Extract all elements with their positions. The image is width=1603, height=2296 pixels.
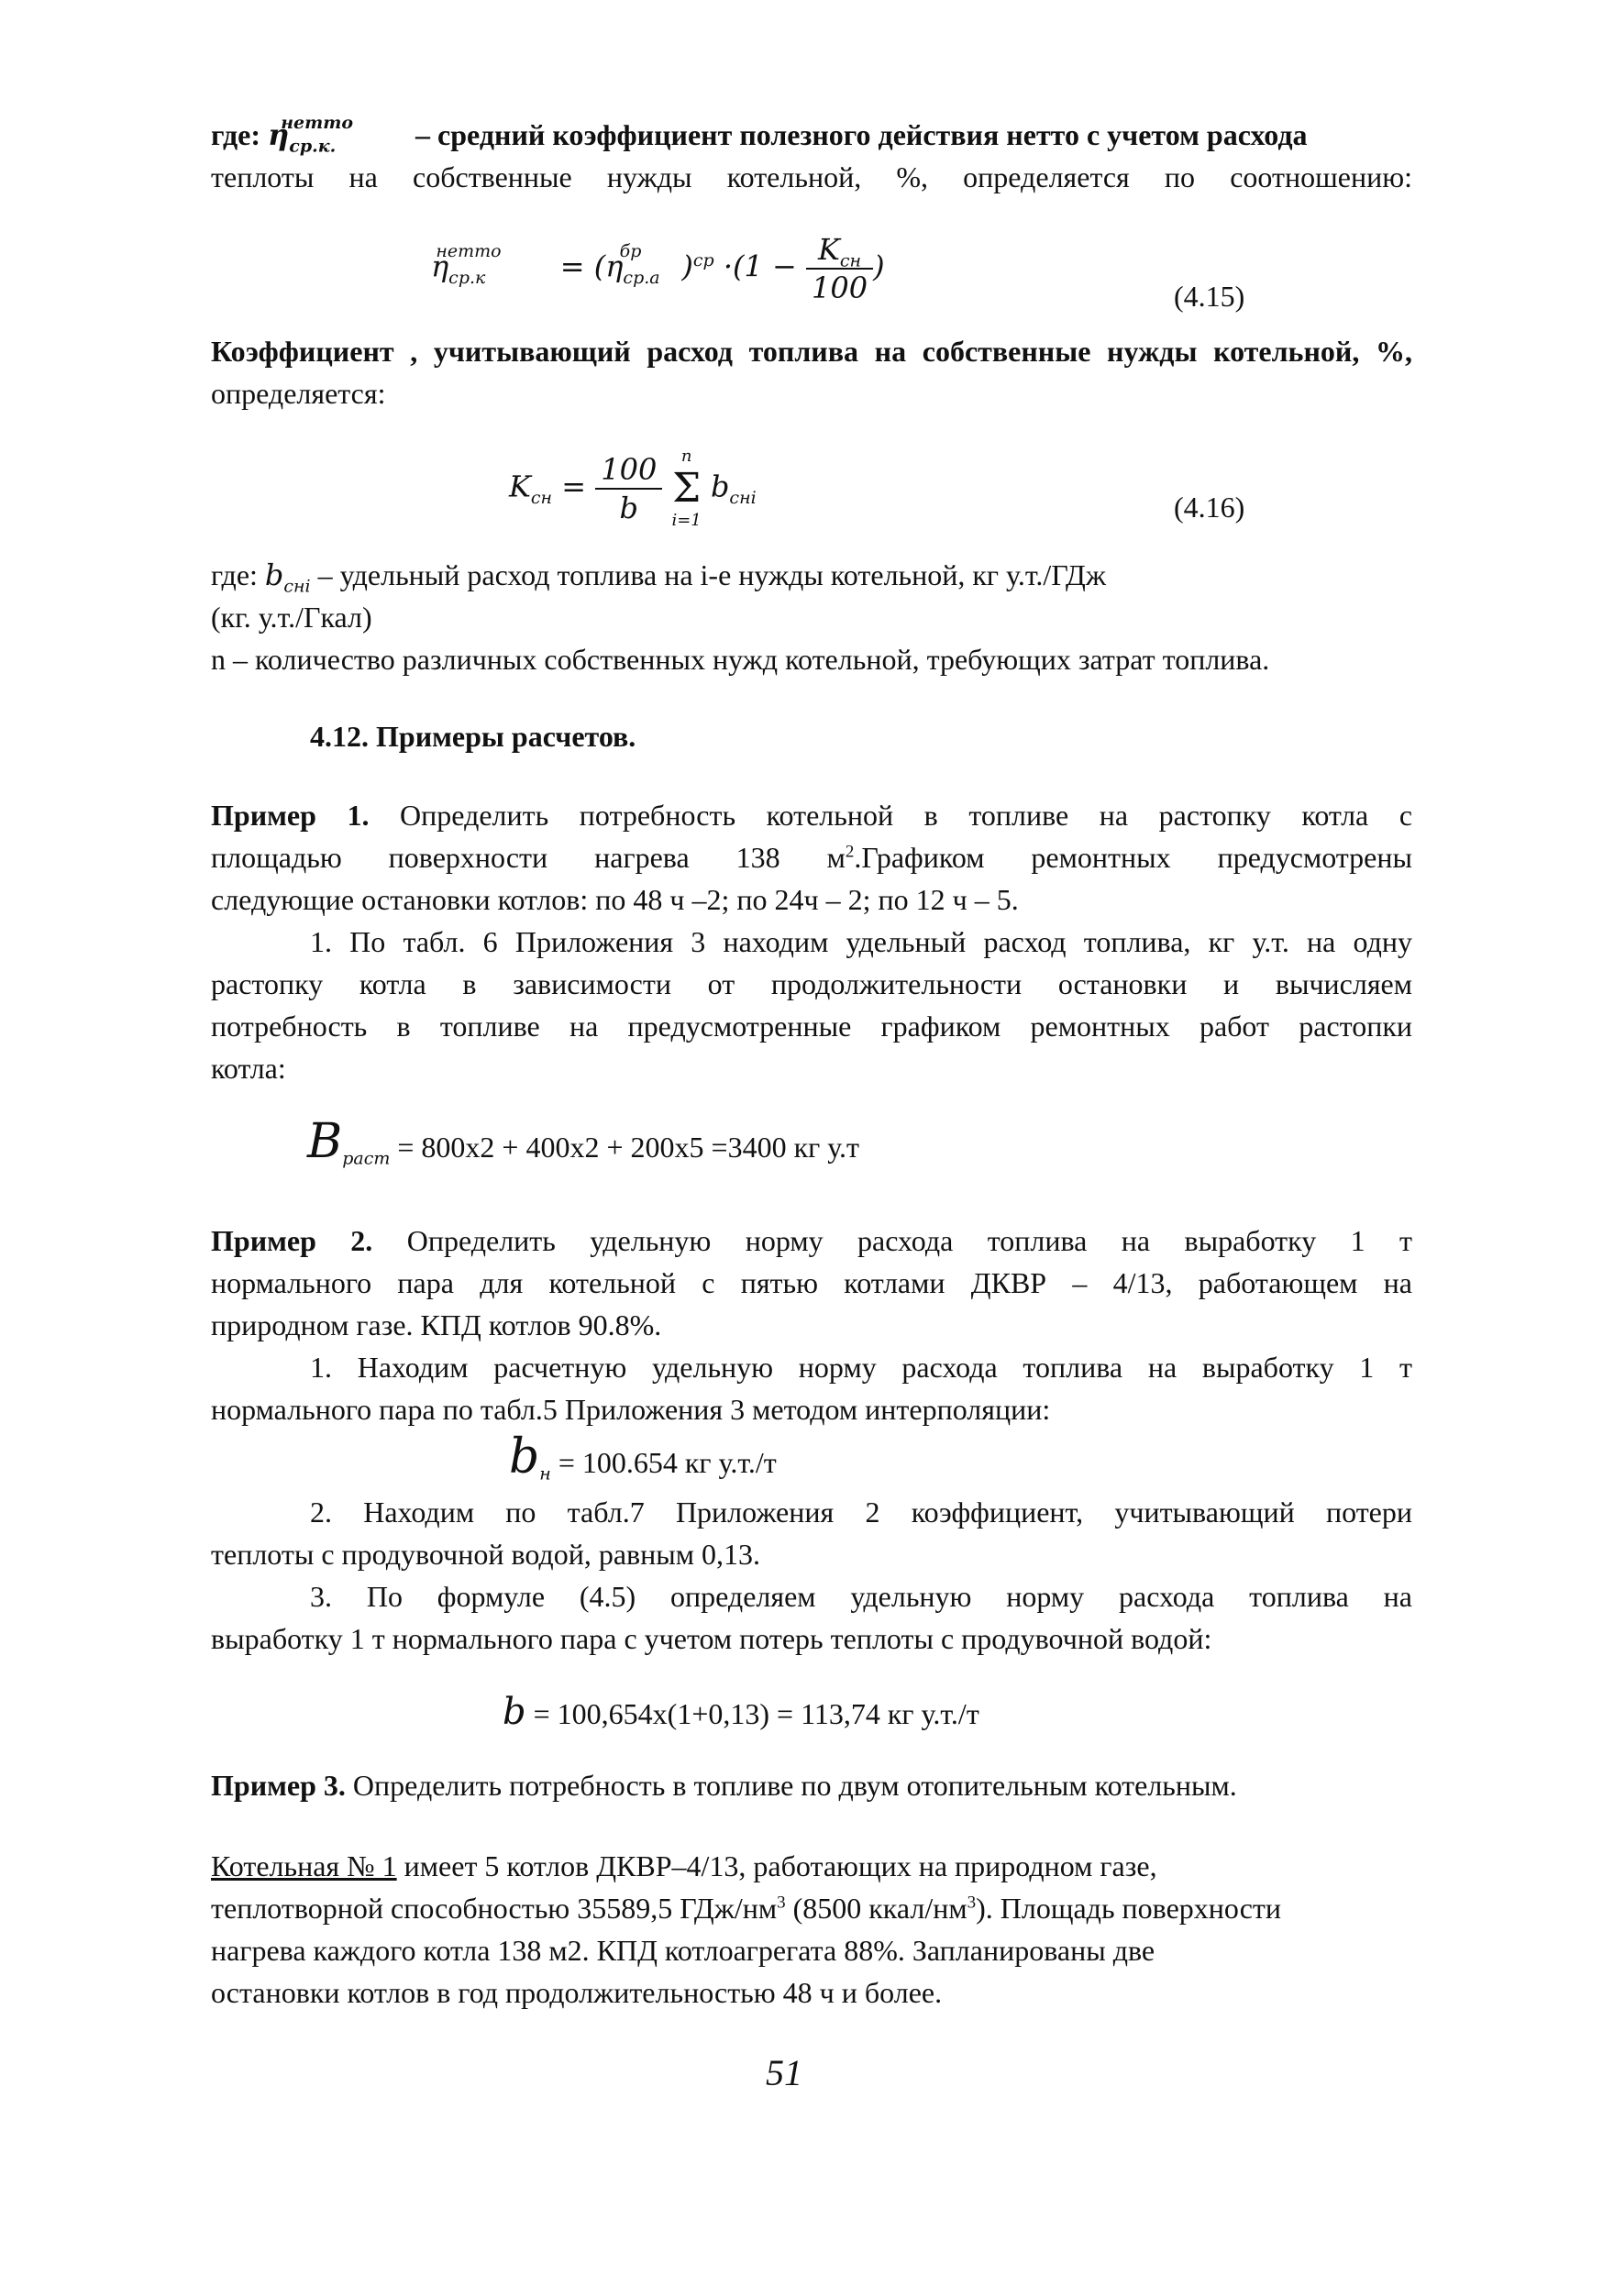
example-2-line-7: теплоты с продувочной водой, равным 0,13. [211, 1538, 760, 1571]
eta-netto-symbol: $\eta_{cp.к.}^{нетто}$ [267, 113, 354, 157]
boiler-1-line-3: нагрева каждого котла 138 м2. КПД котлоагрегата 88%. Запланированы две [211, 1934, 1155, 1967]
example-2-line-8: 3. По формуле (4.5) определяем удельную норму расхода топлива на [310, 1580, 1412, 1613]
example-2-line-4: 1. Находим расчетную удельную норму расхода топлива на выработку 1 т [310, 1351, 1412, 1384]
boiler-1-line-2: теплотворной способностью 35589,5 ГДж/$нм^3$ (8500 ккал/$нм^3$). Площадь поверхности [211, 1892, 1282, 1925]
equation-number: (4.15) [1174, 280, 1245, 313]
boiler-label: Котельная № 1 [211, 1849, 397, 1882]
example-2-line-9: выработку 1 т нормального пара с учетом потерь теплоты с продувочной водой: [211, 1622, 1212, 1655]
equation-number: (4.16) [1174, 491, 1245, 524]
example-1-line-4: 1. По табл. 6 Приложения 3 находим удельный расход топлива, кг у.т. на одну [310, 925, 1412, 958]
example-1-line-1: Пример 1. Определить потребность котельной в топливе на растопку котла с [211, 799, 1413, 832]
boiler-1-line-1: Котельная № 1 имеет 5 котлов ДКВР–4/13, работающих на природном газе, [211, 1849, 1157, 1882]
line-4: определяется: [211, 377, 386, 410]
example-2-line-1: Пример 2. Определить удельную норму расхода топлива на выработку 1 т [211, 1224, 1413, 1257]
line-2: теплоты на собственные нужды котельной, %, определяется по соотношению: [211, 160, 1412, 193]
example-1-line-6: потребность в топливе на предусмотренные графиком ремонтных работ растопки [211, 1010, 1412, 1043]
page-number: 51 [766, 2052, 802, 2093]
example-2-equation-1: $b_н = 100.654$ кг у.т./т [509, 1429, 777, 1485]
example-1-line-3: следующие остановки котлов: по 48 ч –2; по 24ч – 2; по 12 ч – 5. [211, 883, 1019, 916]
equation-4-16: $K_{сн}$ = $\frac{100}{b}$ n Σ i=1 $b_{снi}$ [509, 447, 757, 530]
example-3-line-1: Пример 3. Определить потребность в топливе по двум отопительным котельным. [211, 1769, 1237, 1802]
example-2-line-2: нормального пара для котельной с пятью котлами ДКВР – 4/13, работающем на [211, 1266, 1412, 1299]
boiler-1-line-4: остановки котлов в год продолжительностью 48 ч и более. [211, 1976, 943, 2009]
example-1-equation: $B_{расm} = 800x2 + 400x2 + 200x5 =3400$ кг у.т [307, 1114, 860, 1169]
line-5: где: $b_{снi}$ – удельный расход топлива на i-е нужды котельной, кг у.т./ГДж [211, 557, 1106, 597]
section-heading: 4.12. Примеры расчетов. [310, 720, 636, 753]
line-7: n – количество различных собственных нужд котельной, требующих затрат топлива. [211, 643, 1270, 676]
example-1-line-7: котла: [211, 1052, 286, 1085]
equation-4-15: $\eta_{cp.к}^{нетто} = (\eta_{cp.a}^{бр}$ )$^{cp}$ ·(1 − $\frac{K_{сн}}{100}$ ) [431, 232, 885, 305]
example-2-line-6: 2. Находим по табл.7 Приложения 2 коэффициент, учитывающий потери [310, 1496, 1412, 1529]
example-label: Пример 2. [211, 1224, 373, 1257]
line-1: где: $\eta_{cp.к.}^{нетто}$ – средний коэффициент полезного действия нетто с учетом расхода [211, 113, 1308, 157]
example-label: Пример 3. [211, 1769, 346, 1802]
line-6: (кг. у.т./Гкал) [211, 601, 372, 634]
example-2-equation-2: b = 100,654x(1+0,13) = 113,74 кг у.т./т [503, 1691, 979, 1733]
example-2-line-3: природном газе. КПД котлов 90.8%. [211, 1308, 662, 1341]
example-1-line-2: площадью поверхности нагрева 138 $м^2.Графиком$ ремонтных предусмотрены [211, 841, 1413, 874]
line-3: Коэффициент , учитывающий расход топлива на собственные нужды котельной, %, [211, 335, 1412, 368]
example-2-line-5: нормального пара по табл.5 Приложения 3 методом интерполяции: [211, 1393, 1051, 1426]
example-1-line-5: растопку котла в зависимости от продолжительности остановки и вычисляем [211, 967, 1412, 1000]
example-label: Пример 1. [211, 799, 370, 832]
b-sni-symbol: $b_{снi}$ [264, 557, 311, 597]
